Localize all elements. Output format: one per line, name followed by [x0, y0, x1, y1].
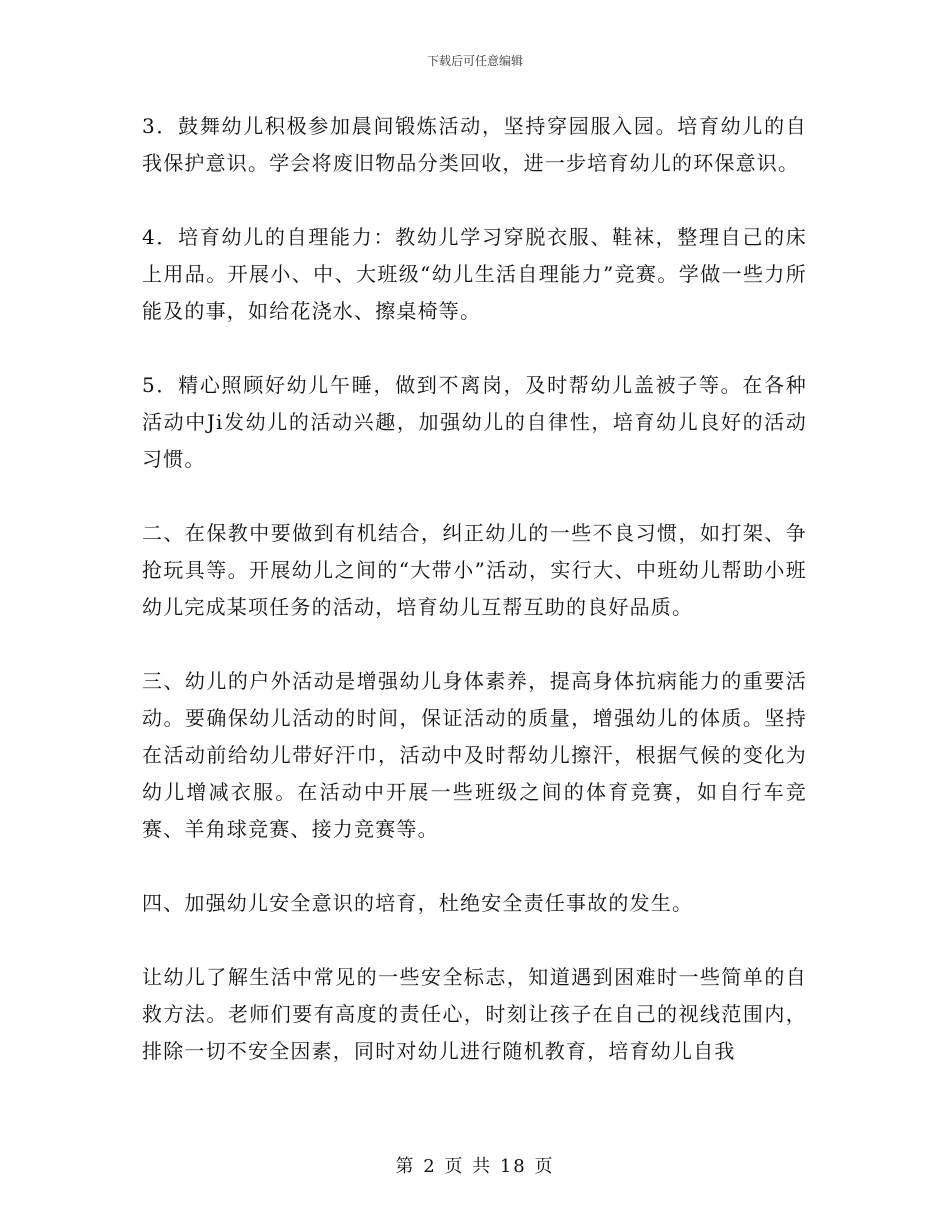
page-header: 下载后可任意编辑	[426, 54, 523, 68]
paragraph-item-4: 4．培育幼儿的自理能力：教幼儿学习穿脱衣服、鞋袜，整理自己的床上用品。开展小、中、大班级“幼儿生活自理能力”竞赛。学做一些力所能及的事，如给花浇水、擦桌椅等。	[142, 225, 807, 323]
paragraph-section-4-heading: 四、加强幼儿安全意识的培育，杜绝安全责任事故的发生。	[142, 891, 694, 915]
paragraph-item-3: 3．鼓舞幼儿积极参加晨间锻炼活动，坚持穿园服入园。培育幼儿的自我保护意识。学会将废旧物品分类回收，进一步培育幼儿的环保意识。	[142, 114, 807, 175]
page-number-footer: 第 2 页 共 18 页	[395, 1156, 555, 1177]
paragraph-item-5: 5．精心照顾好幼儿午睡，做到不离岗，及时帮幼儿盖被子等。在各种活动中Ji发幼儿的活动兴趣，加强幼儿的自律性，培育幼儿良好的活动习惯。	[142, 373, 807, 471]
paragraph-section-4-body: 让幼儿了解生活中常见的一些安全标志，知道遇到困难时一些简单的自救方法。老师们要有高度的责任心，时刻让孩子在自己的视线范围内，排除一切不安全因素，同时对幼儿进行随机教育，培育幼儿自我	[142, 965, 807, 1063]
document-body	[142, 108, 807, 1107]
paragraph-section-3: 三、幼儿的户外活动是增强幼儿身体素养，提高身体抗病能力的重要活动。要确保幼儿活动的时间，保证活动的质量，增强幼儿的体质。坚持在活动前给幼儿带好汗巾，活动中及时帮幼儿擦汗，根据气候的变化为幼儿增减衣服。在活动中开展一些班级之间的体育竞赛，如自行车竞赛、羊角球竞赛、接力竞赛等。	[142, 669, 807, 841]
paragraph-section-2: 二、在保教中要做到有机结合，纠正幼儿的一些不良习惯，如打架、争抢玩具等。开展幼儿之间的“大带小”活动，实行大、中班幼儿帮助小班幼儿完成某项任务的活动，培育幼儿互帮互助的良好品质。	[142, 521, 807, 619]
